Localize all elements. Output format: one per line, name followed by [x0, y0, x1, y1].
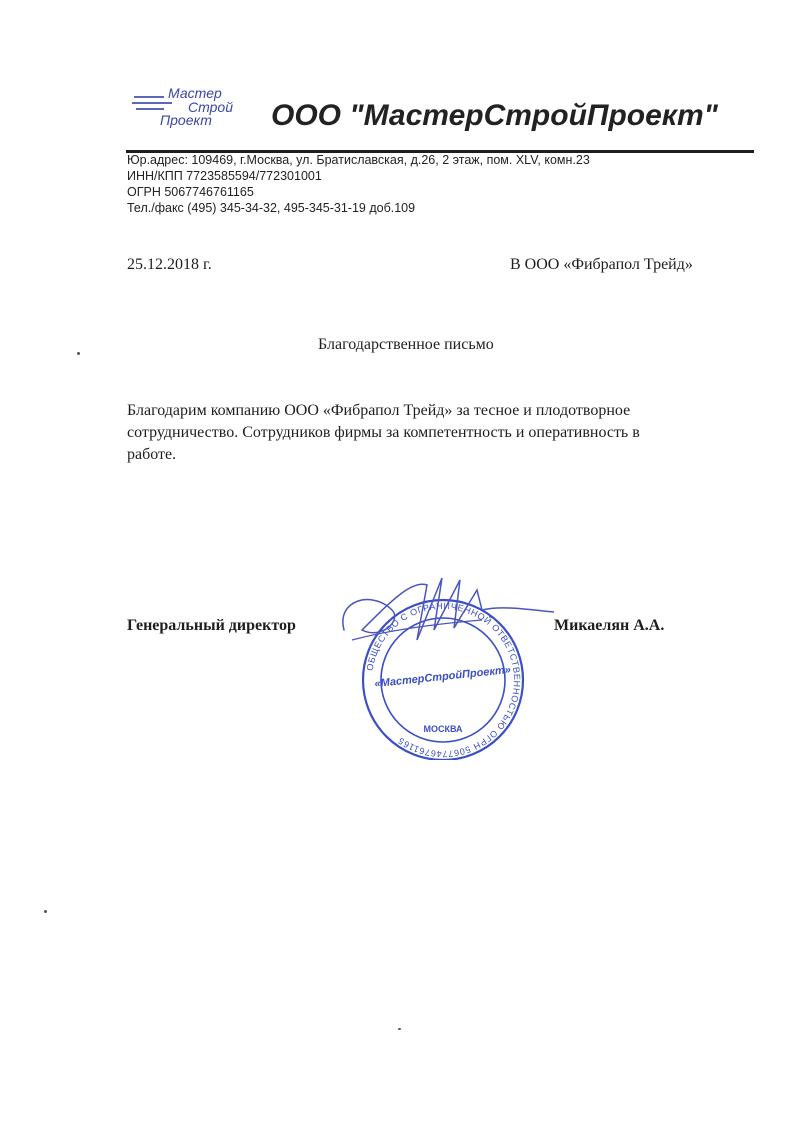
scan-speck	[398, 1028, 401, 1030]
inn-kpp: ИНН/КПП 7723585594/772301001	[127, 169, 322, 183]
logo-text-line2: Строй	[188, 99, 233, 115]
scan-speck	[44, 910, 47, 913]
stamp-ring-text: ОБЩЕСТВО С ОГРАНИЧЕННОЙ ОТВЕТСТВЕННОСТЬЮ ОГРН 5067746761165	[364, 600, 523, 760]
logo-text-line1: Мастер	[168, 85, 222, 101]
logo-stripe	[136, 108, 164, 110]
company-logo	[132, 82, 244, 130]
legal-address: Юр.адрес: 109469, г.Москва, ул. Братиславская, д.26, 2 этаж, пом. XLV, комн.23	[127, 153, 590, 167]
logo-text-line3: Проект	[160, 112, 212, 128]
logo-stripe	[132, 102, 172, 104]
signatory-position: Генеральный директор	[127, 617, 296, 634]
phone-fax: Тел./факс (495) 345-34-32, 495-345-31-19 доб.109	[127, 201, 416, 215]
recipient: В ООО «Фибрапол Трейд»	[510, 256, 693, 273]
scan-speck	[77, 352, 80, 355]
company-name: ООО "МастерСтройПроект"	[271, 99, 718, 132]
stamp-city: МОСКВА	[423, 724, 463, 734]
company-stamp	[332, 570, 554, 760]
ogrn: ОГРН 5067746761165	[127, 185, 254, 199]
letter-title: Благодарственное письмо	[318, 336, 494, 353]
stamp-center-text: «МастерСтройПроект»	[373, 663, 512, 691]
body-line: Благодарим компанию ООО «Фибрапол Трейд» за тесное и плодотворное	[127, 402, 631, 419]
letter-date: 25.12.2018 г.	[127, 256, 212, 273]
letter-body	[127, 400, 747, 466]
body-line: работе.	[127, 446, 177, 463]
body-line: сотрудничество. Сотрудников фирмы за компетентность и оперативность в	[127, 424, 640, 441]
signatory-name: Микаелян А.А.	[554, 617, 665, 634]
logo-stripe	[134, 96, 164, 98]
